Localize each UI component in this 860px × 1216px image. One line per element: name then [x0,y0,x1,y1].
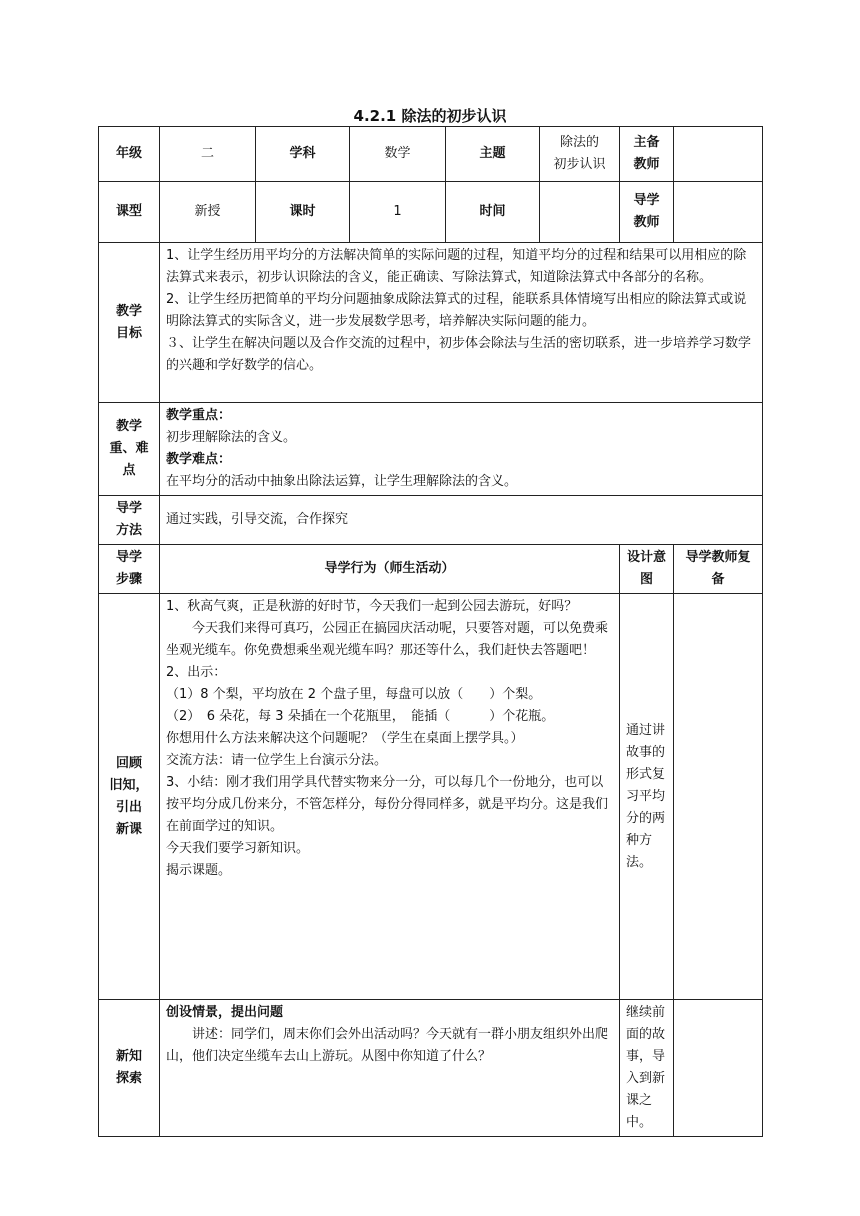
lead-teacher-value [674,127,763,182]
new-knowledge-row [99,1000,763,1137]
review-column-header: 导学教师复备 [674,545,763,594]
lesson-type-value: 新授 [160,182,256,243]
key-points-label-line-2: 重、难 [109,441,149,456]
new-knowledge-label [99,1000,160,1137]
new-knowledge-label-line-1: 新知 [115,1049,142,1064]
document-title: 4.2.1 除法的初步认识 [353,107,507,125]
guide-teacher-label-line-1: 导学 [633,193,660,208]
lesson-plan-table [98,126,763,1137]
review-line-1: 1、秋高气爽，正是秋游的好时节，今天我们一起到公园去游玩，好吗？ [166,599,578,614]
lead-teacher-label [620,127,674,182]
guide-teacher-label-line-2: 教师 [633,215,660,230]
method-row [99,496,763,545]
key-points-label-line-1: 教学 [115,419,142,434]
review-line-4: （1）8 个梨，平均放在 2 个盘子里，每盘可以放（ ）个梨。 [166,687,542,702]
review-section-row [99,594,763,1000]
steps-header-row [99,545,763,594]
method-text: 通过实践，引导交流，合作探究 [160,496,763,545]
grade-label: 年级 [99,127,160,182]
objective-2: 2、让学生经历把简单的平均分问题抽象成除法算式的过程，能联系具体情境写出相应的除法算式或说明除法算式的实际含义，进一步发展数学思考，培养解决实际问题的能力。 [166,292,747,329]
key-points-label-line-3: 点 [122,463,136,478]
intent-column-header: 设计意图 [620,545,674,594]
review-line-7: 交流方法：请一位学生上台演示分法。 [166,753,388,768]
key-points-content [160,403,763,496]
guide-teacher-label [620,182,674,243]
difficulty-title: 教学难点： [166,452,232,467]
review-label-line-1: 回顾 [115,755,142,771]
topic-value-line-1: 除法的 [559,135,599,150]
class-hours-value: 1 [350,182,446,243]
review-label-line-4: 新课 [115,821,142,837]
method-label-line-1: 导学 [115,501,142,516]
review-activity-content [160,594,620,1000]
review-line-6: 你想用什么方法来解决这个问题呢？（学生在桌面上摆学具。） [166,731,524,746]
objectives-row [99,243,763,403]
objectives-content [160,243,763,403]
topic-label: 主题 [446,127,540,182]
review-line-3: 2、出示： [166,665,227,680]
review-intent: 通过讲故事的形式复习平均分的两种方法。 [620,594,674,1000]
key-points-label [99,403,160,496]
review-label-line-3: 引出 [115,799,142,815]
review-line-2: 今天我们来得可真巧，公园正在搞园庆活动呢，只要答对题，可以免费乘坐观光缆车。你免费想乘坐观光缆车吗？那还等什么，我们赶快去答题吧！ [166,621,609,658]
review-label-line-2: 旧知， [109,777,149,793]
new-knowledge-text: 讲述：同学们，周末你们会外出活动吗？今天就有一群小朋友组织外出爬山，他们决定坐缆车去山上游玩。从图中你知道了什么？ [166,1027,609,1064]
review-teacher-note [674,594,763,1000]
objectives-label [99,243,160,403]
review-line-5: （2） 6 朵花，每 3 朵插在一个花瓶里， 能插（ ）个花瓶。 [166,709,555,724]
guide-teacher-value [674,182,763,243]
focus-title: 教学重点： [166,408,232,423]
objective-1: 1、让学生经历用平均分的方法解决简单的实际问题的过程，知道平均分的过程和结果可以用相应的除法算式来表示，初步认识除法的含义，能正确读、写除法算式，知道除法算式中各部分的名称。 [166,248,747,285]
lead-teacher-label-line-1: 主备 [633,135,660,150]
info-row-2 [99,182,763,243]
time-label: 时间 [446,182,540,243]
time-value [540,182,620,243]
difficulty-text: 在平均分的活动中抽象出除法运算，让学生理解除法的含义。 [166,474,518,489]
subject-value: 数学 [350,127,446,182]
steps-label [99,545,160,594]
method-label [99,496,160,545]
class-hours-label: 课时 [256,182,350,243]
objectives-label-line-1: 教学 [115,303,142,319]
new-knowledge-intent: 继续前面的故事，导入到新课之中。 [620,1000,674,1137]
review-line-8: 3、小结：刚才我们用学具代替实物来分一分，可以每几个一份地分，也可以按平均分成几份来分，不管怎样分，每份分得同样多，就是平均分。这是我们在前面学过的知识。 [166,775,609,834]
subject-label: 学科 [256,127,350,182]
review-line-9: 今天我们要学习新知识。 [166,841,310,856]
steps-label-line-2: 步骤 [115,572,142,587]
lesson-type-label: 课型 [99,182,160,243]
key-points-row [99,403,763,496]
new-knowledge-activity [160,1000,620,1137]
grade-value: 二 [160,127,256,182]
new-knowledge-heading: 创设情景，提出问题 [166,1005,284,1020]
review-line-10: 揭示课题。 [166,863,232,878]
topic-value [540,127,620,182]
new-knowledge-label-line-2: 探索 [115,1071,142,1086]
info-row-1 [99,127,763,182]
objective-3: ３、让学生在解决问题以及合作交流的过程中，初步体会除法与生活的密切联系，进一步培养学习数学的兴趣和学好数学的信心。 [166,336,752,373]
activity-column-header: 导学行为（师生活动） [160,545,620,594]
new-knowledge-teacher-note [674,1000,763,1137]
lead-teacher-label-line-2: 教师 [633,157,660,172]
focus-text: 初步理解除法的含义。 [166,430,297,445]
method-label-line-2: 方法 [115,523,142,538]
topic-value-line-2: 初步认识 [553,157,606,172]
steps-label-line-1: 导学 [115,550,142,565]
review-section-label [99,594,160,1000]
objectives-label-line-2: 目标 [115,325,142,341]
